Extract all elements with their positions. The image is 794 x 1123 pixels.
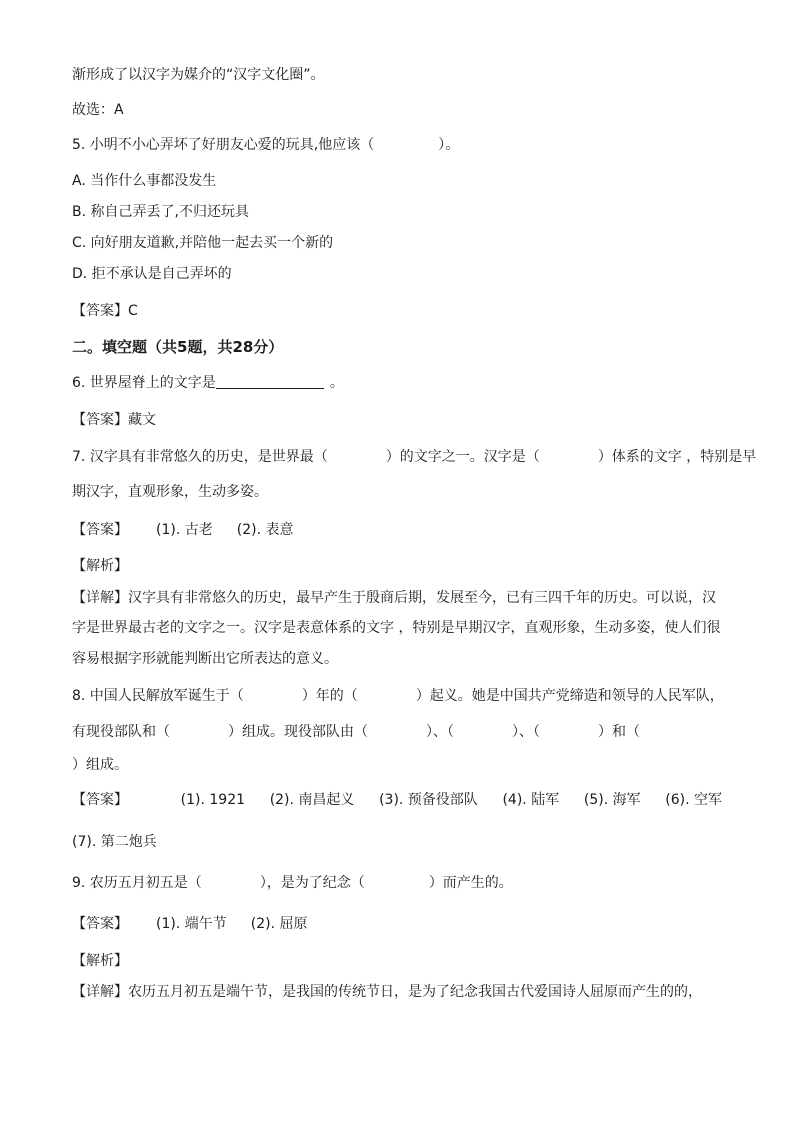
answer-value: (7). 第二炮兵 [72, 834, 157, 850]
answer-value: (3). 预备役部队 [379, 792, 478, 808]
question-6-answer [72, 410, 722, 430]
answer-label: 【答案】 [72, 916, 128, 932]
answer-label: 【答案】 [72, 412, 128, 428]
question-5-option-d: D. 拒不承认是自己弄坏的 [72, 266, 232, 282]
question-8-stem-line2: 有现役部队和（ ）组成。现役部队由（ ）、（ ）、（ ）和（ [72, 724, 640, 740]
answer-value: (1). 端午节 [156, 916, 227, 932]
answer-value: 藏文 [128, 412, 156, 428]
answer-label: 【答案】 [72, 303, 128, 319]
question-7-stem-line2: 期汉字，直观形象，生动多姿。 [72, 484, 268, 500]
answer-value: (5). 海军 [583, 792, 641, 808]
question-9-answer [72, 914, 722, 934]
question-5-option-c: C. 向好朋友道歉,并陪他一起去买一个新的 [72, 235, 334, 251]
question-8-stem-line1: 8. 中国人民解放军诞生于（ ）年的（ ）起义。她是中国共产党缔造和领导的人民军队， [72, 688, 724, 704]
answer-choice-text: 故选：A [72, 102, 124, 118]
paragraph-text: 渐形成了以汉字为媒介的“汉字文化圈”。 [72, 67, 325, 83]
question-5-option-b: B. 称自己弄丢了,不归还玩具 [72, 204, 249, 220]
answer-value: (1). 古老 [156, 522, 213, 538]
question-8-stem-line3: ）组成。 [72, 757, 128, 773]
answer-value: (2). 表意 [236, 522, 294, 538]
answer-label: 【答案】 [72, 792, 128, 808]
text-line [72, 100, 722, 120]
question-9-stem: 9. 农历五月初五是（ ），是为了纪念（ ）而产生的。 [72, 875, 513, 891]
question-7-stem-line1: 7. 汉字具有非常悠久的历史，是世界最（ ）的文字之一。汉字是（ ）体系的文字 ，特别是早 [72, 449, 757, 465]
question-9-analysis-label: 【解析】 [72, 953, 128, 969]
answer-value: (1). 1921 [180, 792, 246, 808]
answer-value: (6). 空军 [665, 792, 722, 808]
answer-blank [216, 373, 324, 389]
question-7-answer [72, 520, 722, 540]
question-8-answer-extra [72, 832, 722, 852]
question-9-detail: 【详解】农历五月初五是端午节，是我国的传统节日，是为了纪念我国古代爱国诗人屈原而产生的的， [72, 984, 702, 1000]
answer-label: 【答案】 [72, 522, 128, 538]
answer-value: (4). 陆军 [502, 792, 560, 808]
answer-value: C [128, 303, 138, 319]
section-title: 二。填空题（共5题，共28分） [72, 338, 284, 356]
question-7-detail-line2: 字是世界最古老的文字之一。汉字是表意体系的文字 ，特别是早期汉字，直观形象，生动多姿，使人们很 [72, 620, 721, 636]
answer-value: (2). 南昌起义 [269, 792, 355, 808]
question-8-answer [72, 790, 722, 810]
question-6-stem: 6. 世界屋脊上的文字是 。 [72, 375, 344, 391]
answer-value: (2). 屈原 [250, 916, 308, 932]
question-7-detail-line1: 【详解】汉字具有非常悠久的历史，最早产生于殷商后期，发展至今，已有三四千年的历史。可以说，汉 [72, 590, 716, 606]
question-5-option-a: A. 当作什么事都没发生 [72, 173, 217, 189]
question-7-analysis-label: 【解析】 [72, 558, 128, 574]
question-5-answer [72, 301, 722, 321]
text-line [72, 65, 722, 85]
question-7-detail-line3: 容易根据字形就能判断出它所表达的意义。 [72, 651, 338, 667]
question-5-stem: 5. 小明不小心弄坏了好朋友心爱的玩具,他应该（ ）。 [72, 137, 460, 153]
